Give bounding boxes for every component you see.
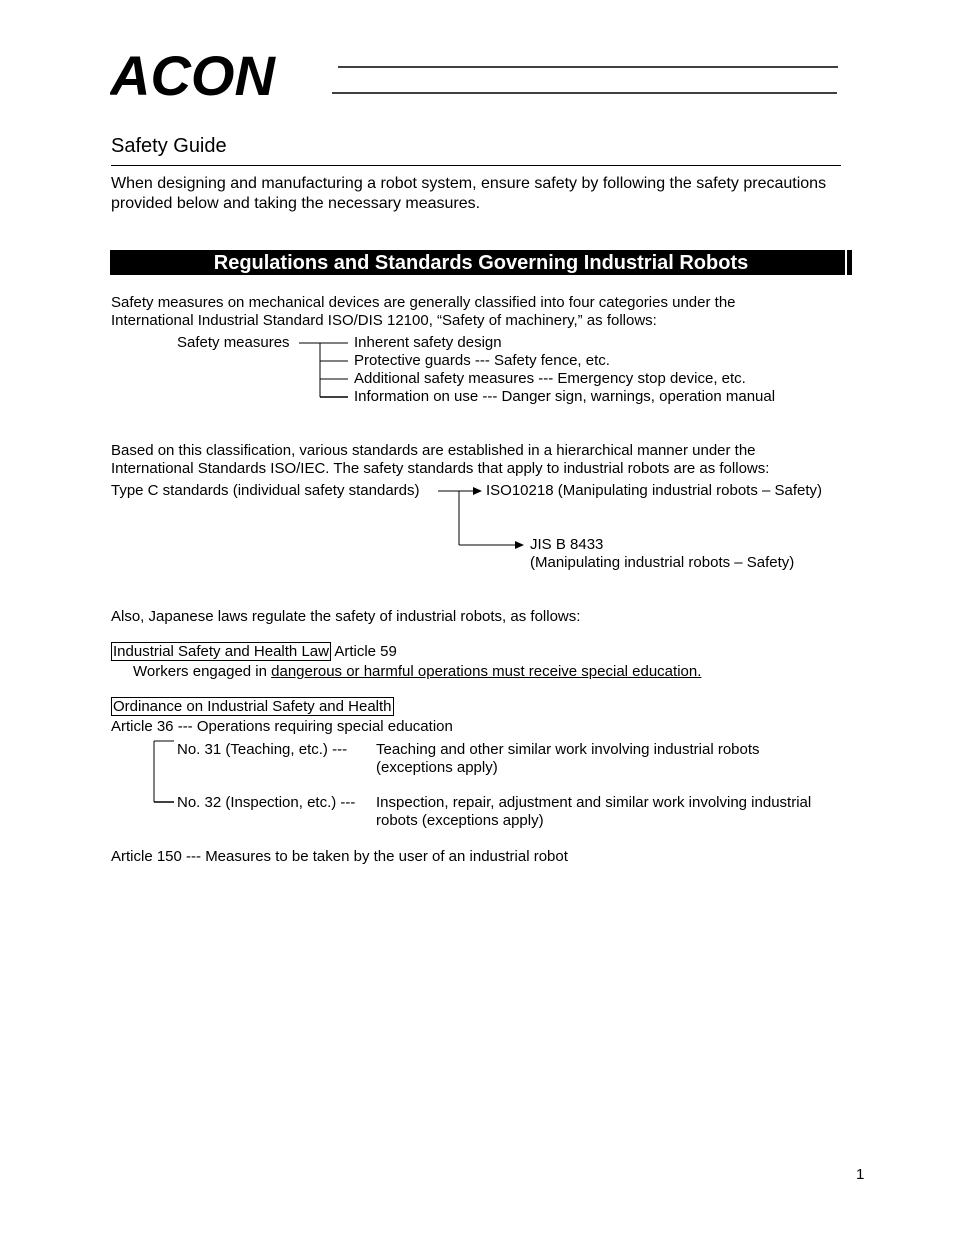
measures-tree-lines [296, 334, 356, 404]
no31-label: No. 31 (Teaching, etc.) --- [177, 741, 348, 758]
no32-desc-line1: Inspection, repair, adjustment and similar work involving industrial [376, 794, 812, 811]
law1-article: Article 59 [334, 643, 397, 660]
standard-iso10218: ISO10218 (Manipulating industrial robots – Safety) [486, 482, 823, 499]
measures-paragraph-line2: International Industrial Standard ISO/DIS 12100, “Safety of machinery,” as follows: [111, 312, 657, 329]
no31-desc-line1: Teaching and other similar work involving industrial robots [376, 741, 760, 758]
law1-underlined-text: dangerous or harmful operations must receive special education. [271, 663, 702, 680]
law2-name: Ordinance on Industrial Safety and Health [113, 698, 392, 715]
standard-jis-b8433-desc: (Manipulating industrial robots – Safety) [530, 554, 795, 571]
measures-item: Inherent safety design [354, 334, 502, 351]
article36-tree-lines [150, 738, 180, 808]
article36: Article 36 --- Operations requiring special education [111, 718, 453, 735]
measures-item: Additional safety measures --- Emergency stop device, etc. [354, 370, 746, 387]
page-number: 1 [856, 1166, 865, 1183]
section-heading-bar [110, 250, 852, 275]
measures-item: Information on use --- Danger sign, warnings, operation manual [354, 388, 776, 405]
measures-root-label: Safety measures [177, 334, 290, 351]
measures-paragraph-line1: Safety measures on mechanical devices are generally classified into four categories under the [111, 294, 736, 311]
no31-desc-line2: (exceptions apply) [376, 759, 498, 776]
acon-logo [110, 48, 842, 105]
law1-text: Workers engaged in dangerous or harmful operations must receive special education. [133, 663, 702, 680]
title-divider [111, 165, 841, 166]
laws-intro: Also, Japanese laws regulate the safety of industrial robots, as follows: [111, 608, 581, 625]
section-heading: Regulations and Standards Governing Industrial Robots [213, 252, 749, 274]
law1-heading [111, 643, 397, 661]
standards-paragraph-line1: Based on this classification, various standards are established in a hierarchical manner under the [111, 442, 756, 459]
logo-wordmark: ACON [110, 48, 275, 100]
no32-label: No. 32 (Inspection, etc.) --- [177, 794, 356, 811]
standards-paragraph-line2: International Standards ISO/IEC. The safety standards that apply to industrial robots are as follows: [111, 460, 770, 477]
standards-source-label: Type C standards (individual safety standards) [111, 482, 420, 499]
page-title: Safety Guide [111, 135, 227, 157]
law2-heading [111, 698, 394, 716]
standard-jis-b8433: JIS B 8433 [530, 536, 604, 553]
law1-name: Industrial Safety and Health Law [113, 643, 329, 660]
article150: Article 150 --- Measures to be taken by the user of an industrial robot [111, 848, 568, 865]
intro-paragraph: When designing and manufacturing a robot system, ensure safety by following the safety precautions provided below and taking the necessary measures. [111, 175, 827, 212]
measures-item: Protective guards --- Safety fence, etc. [354, 352, 610, 369]
no32-desc-line2: robots (exceptions apply) [376, 812, 544, 829]
